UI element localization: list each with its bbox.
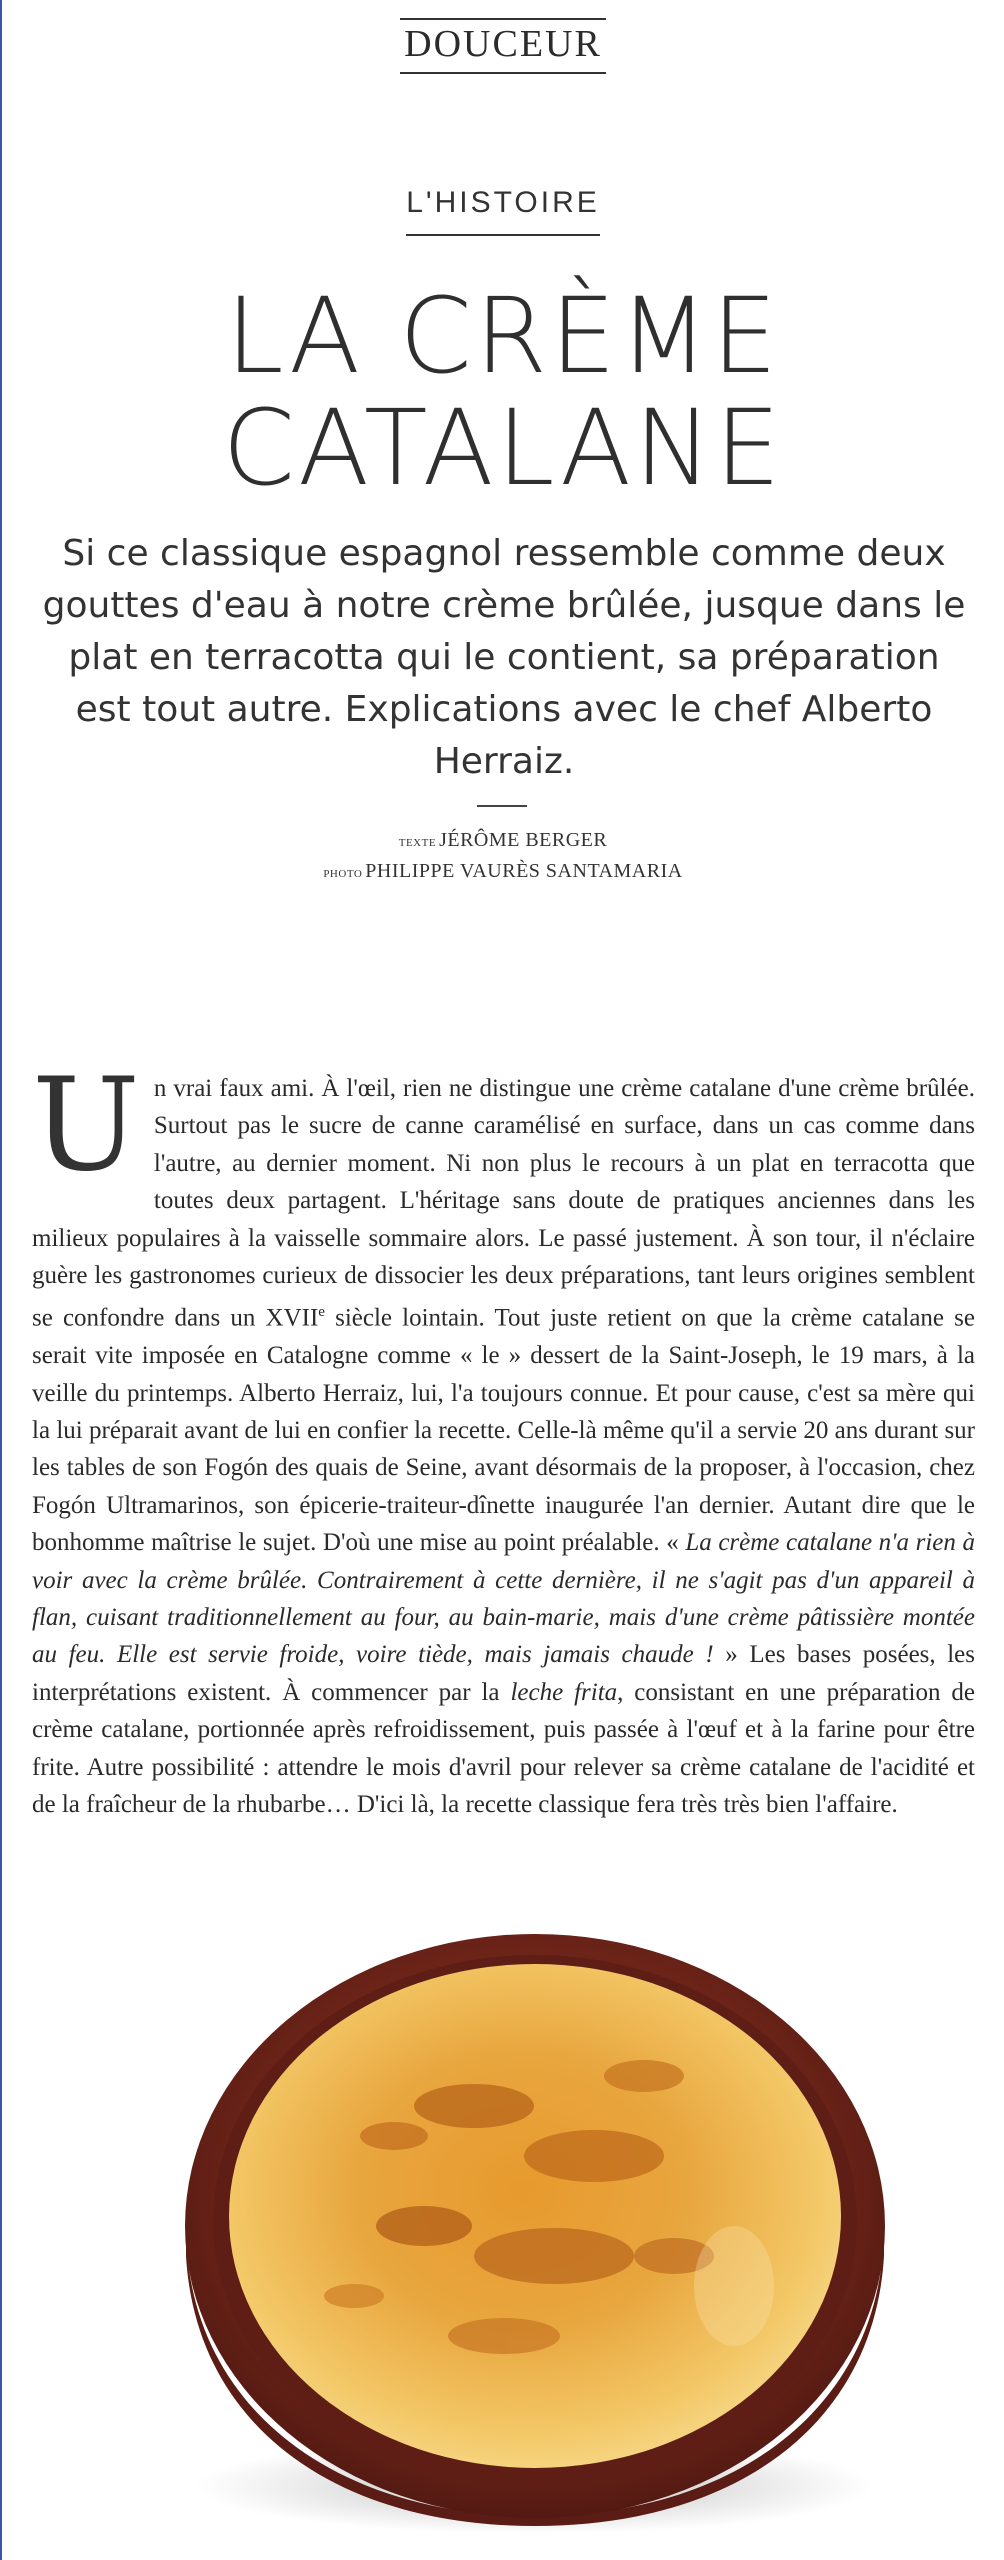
chef-quote: La crème catalane n'a rien à voir avec la crème brûlée. Contrairement à cette dernière, il ne s'agit pas d'un appareil à flan, cuisant traditionnellement au four, au bain-marie, mais d'une crème pâtissière montée au feu. Elle est servie froide, voire tiède, mais jamais chaude ! <box>32 1529 975 1669</box>
photo-credit-tag: PHOTO <box>323 868 363 880</box>
drop-cap: U <box>32 1051 140 1200</box>
century-superscript: e <box>318 1304 325 1321</box>
creme-catalane-photo <box>174 1926 896 2536</box>
photo-credit <box>2 857 1004 888</box>
photo-credit-author: PHILIPPE VAURÈS SANTAMARIA <box>365 860 683 882</box>
headline <box>2 275 1004 509</box>
custard-surface <box>229 1964 841 2468</box>
divider <box>477 805 527 807</box>
intro-paragraph: Si ce classique espagnol ressemble comme deux gouttes d'eau à notre crème brûlée, jusque dans le plat en terracotta qui le contient, sa préparation est tout autre. Explications avec le chef Alberto Herraiz. <box>42 533 966 782</box>
leche-frita-term: leche frita <box>510 1678 618 1706</box>
headline-line-1: LA CRÈME <box>225 275 781 397</box>
section-header <box>2 18 1004 74</box>
text-credit <box>2 826 1004 857</box>
custard-highlight <box>694 2226 774 2346</box>
kicker-label: L'HISTOIRE <box>406 186 600 236</box>
article-text-1: n vrai faux ami. À l'œil, rien ne distingue une crème catalane d'une crème brûlée. Surtout pas le sucre de canne caramélisé en surface, dans un cas comme dans l'autre, au dernier moment. Ni non plus le recours à un plat en terracotta que toutes deux partagent. L'héritage sans doute de pratiques anciennes dans les milieux populaires à la vaisselle sommaire alors. Le passé justement. À son tour, il n'éclaire guère les gastronomes curieux de dissocier les deux préparations, tant leurs origines semblent se confondre dans un XVII <box>32 1075 975 1332</box>
kicker <box>2 186 1004 236</box>
article-text-3: » Les bases posées, les interprétations existent. À commencer par la <box>32 1641 976 1706</box>
article-body <box>32 1051 976 1823</box>
section-label: DOUCEUR <box>400 18 606 74</box>
text-credit-tag: TEXTE <box>398 837 437 849</box>
text-credit-author: JÉRÔME BERGER <box>439 829 608 851</box>
headline-line-2: CATALANE <box>222 387 784 509</box>
article-text-2: siècle lointain. Tout juste retient on que la crème catalane se serait vite imposée en Catalogne comme « le » dessert de la Saint-Joseph, le 19 mars, à la veille du printemps. Alberto Herraiz, lui, l'a toujours connue. Et pour cause, c'est sa mère qui la lui préparait avant de lui en confier la recette. Celle-là même qu'il a servie 20 ans durant sur les tables de son Fogón des quais de Seine, avant désormais de la proposer, à l'occasion, chez Fogón Ultramarinos, son épicerie-traiteur-dînette inaugurée l'an dernier. Autant dire que le bonhomme maîtrise le sujet. D'où une mise au point préalable. « <box>32 1304 975 1557</box>
credits <box>2 826 1004 888</box>
article-text-4: , consistant en une préparation de crème catalane, portionnée après refroidissement, puis passée à l'œuf et à la farine pour être frite. Autre possibilité : attendre le mois d'avril pour relever sa crème catalane de l'acidité et de la fraîcheur de la rhubarbe… D'ici là, la recette classique fera très très bien l'affaire. <box>32 1678 975 1819</box>
